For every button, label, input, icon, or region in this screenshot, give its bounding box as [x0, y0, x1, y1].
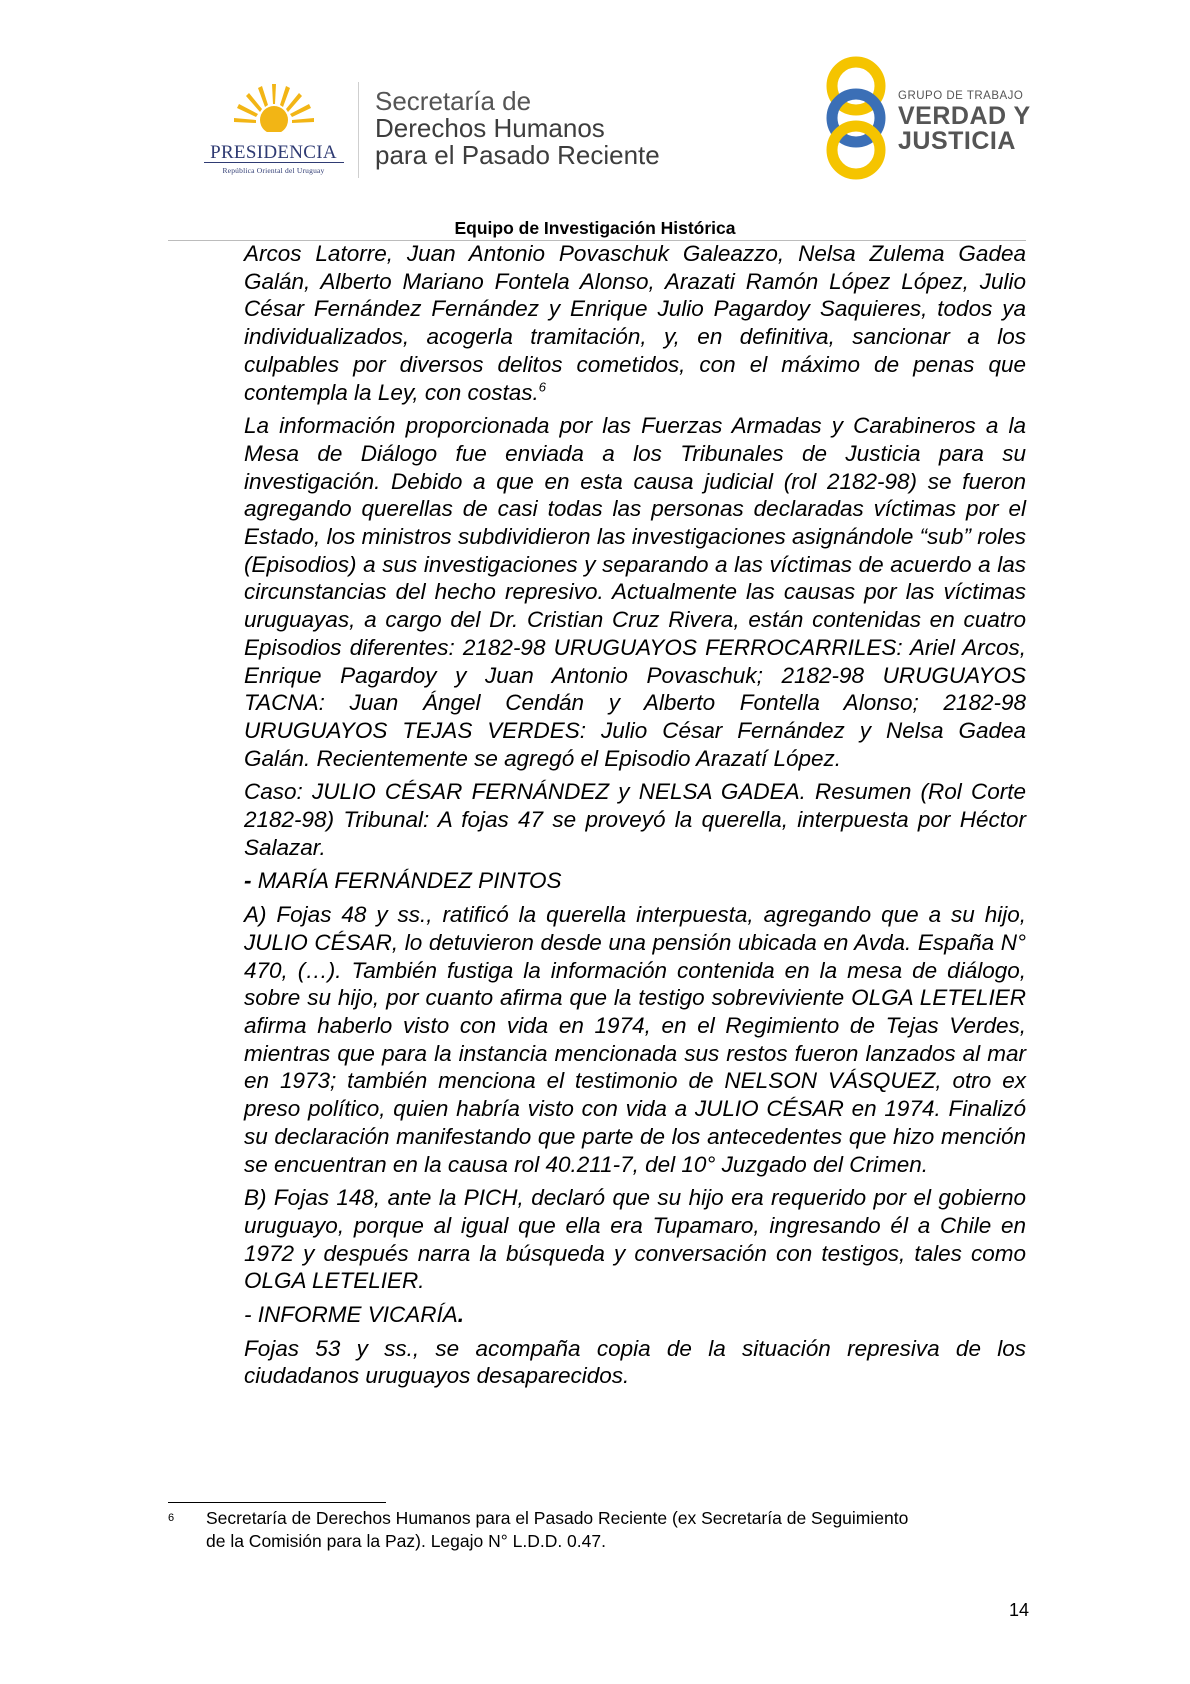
grupo-line2: JUSTICIA: [898, 127, 1016, 155]
footnote-line1: Secretaría de Derechos Humanos para el Pasado Reciente (ex Secretaría de Seguimiento: [206, 1508, 909, 1528]
footnote-ref[interactable]: 6: [538, 379, 546, 395]
paragraph-7-dot: .: [457, 1302, 465, 1328]
presidencia-subtitle: República Oriental del Uruguay: [222, 166, 325, 175]
paragraph-4: [244, 867, 1026, 895]
grupo-trabajo-logo: [820, 56, 1030, 181]
paragraph-8: Fojas 53 y ss., se acompaña copia de la situación represiva de los ciudadanos uruguayos desaparecidos.: [244, 1335, 1026, 1389]
page-number: 14: [1008, 1600, 1029, 1620]
secretaria-line2: Derechos Humanos: [375, 113, 605, 143]
dash: -: [244, 868, 252, 894]
grupo-line1: VERDAD Y: [898, 102, 1031, 130]
secretaria-line1: Secretaría de: [375, 86, 532, 116]
presidencia-logo: [196, 80, 351, 180]
paragraph-5: A) Fojas 48 y ss., ratificó la querella interpuesta, agregando que a su hijo, JULIO CÉSAR, lo detuvieron desde una pensión ubicada en Avda. España N° 470, (…). También fustiga la información contenida en la mesa de diálogo, sobre su hijo, por cuanto afirma que la testigo sobreviviente OLGA LETELIER afirma haberlo visto con vida en 1974, en el Regimiento de Tejas Verdes, mientras que para la instancia mencionada sus restos fueron lanzados al mar en 1973; también menciona el testimonio de NELSON VÁSQUEZ, otro ex preso político, quien habría visto con vida a JULIO CÉSAR en 1974. Finalizó su declaración manifestando que parte de los antecedentes que hizo mención se encuentran en la causa rol 40.211-7, del 10° Juzgado del Crimen.: [244, 902, 1026, 1177]
footnote-line2: de la Comisión para la Paz). Legajo N° L.D.D. 0.47.: [206, 1531, 606, 1551]
paragraph-1-text: Arcos Latorre, Juan Antonio Povaschuk Galeazzo, Nelsa Zulema Gadea Galán, Alberto Mariano Fontela Alonso, Arazati Ramón López López, Julio César Fernández Fernández y Enrique Julio Pagardoy Saquieres, todos ya individualizados, acogerla tramitación, y, en definitiva, sancionar a los culpables por diversos delitos cometidos, con el máximo de penas que contempla la Ley, con costas.: [244, 241, 1026, 405]
footnote: [168, 1507, 1026, 1553]
paragraph-7: [244, 1301, 1026, 1329]
document-body: [244, 240, 1026, 1396]
page-header: [0, 0, 1190, 238]
paragraph-1: [244, 240, 1026, 406]
header-divider: [358, 82, 359, 178]
team-title: Equipo de Investigación Histórica: [454, 218, 736, 238]
secretaria-line3: para el Pasado Reciente: [375, 140, 660, 170]
paragraph-3: Caso: JULIO CÉSAR FERNÁNDEZ y NELSA GADEA. Resumen (Rol Corte 2182-98) Tribunal: A fojas 47 se proveyó la querella, interpuesta por Héctor Salazar.: [244, 779, 1026, 860]
footnote-number: 6: [168, 1512, 175, 1524]
grupo-title: [898, 104, 1031, 154]
grupo-small: GRUPO DE TRABAJO: [898, 90, 1024, 102]
secretaria-logo: [375, 88, 660, 169]
paragraph-2: La información proporcionada por las Fuerzas Armadas y Carabineros a la Mesa de Diálogo fue enviada a los Tribunales de Justicia para su investigación. Debido a que en esta causa judicial (rol 2182-98) se fueron agregando querellas de casi todas las personas declaradas víctimas por el Estado, los ministros subdividieron las investigaciones asignándole “sub” roles (Episodios) a sus investigaciones y separando a las víctimas de acuerdo a las circunstancias del hecho represivo. Actualmente las causas por las víctimas uruguayas, a cargo del Dr. Cristian Cruz Rivera, están contenidas en cuatro Episodios diferentes: 2182-98 URUGUAYOS FERROCARRILES: Ariel Arcos, Enrique Pagardoy y Juan Antonio Povaschuk; 2182-98 URUGUAYOS TACNA: Juan Ángel Cendán y Alberto Fontella Alonso; 2182-98 URUGUAYOS TEJAS VERDES: Julio César Fernández y Nelsa Gadea Galán. Recientemente se agregó el Episodio Arazatí López.: [244, 413, 1026, 771]
presidencia-word: PRESIDENCIA: [210, 142, 337, 163]
paragraph-7-text: - INFORME VICARÍA: [244, 1302, 458, 1328]
sun-icon: [234, 80, 314, 142]
paragraph-6: B) Fojas 148, ante la PICH, declaró que su hijo era requerido por el gobierno uruguayo, porque al igual que ella era Tupamaro, ingresando él a Chile en 1972 y después narra la búsqueda y conversación con testigos, tales como OLGA LETELIER.: [244, 1185, 1026, 1294]
footnote-rule: [168, 1502, 386, 1503]
paragraph-4-text: MARÍA FERNÁNDEZ PINTOS: [251, 868, 562, 894]
rings-icon: [820, 56, 892, 181]
